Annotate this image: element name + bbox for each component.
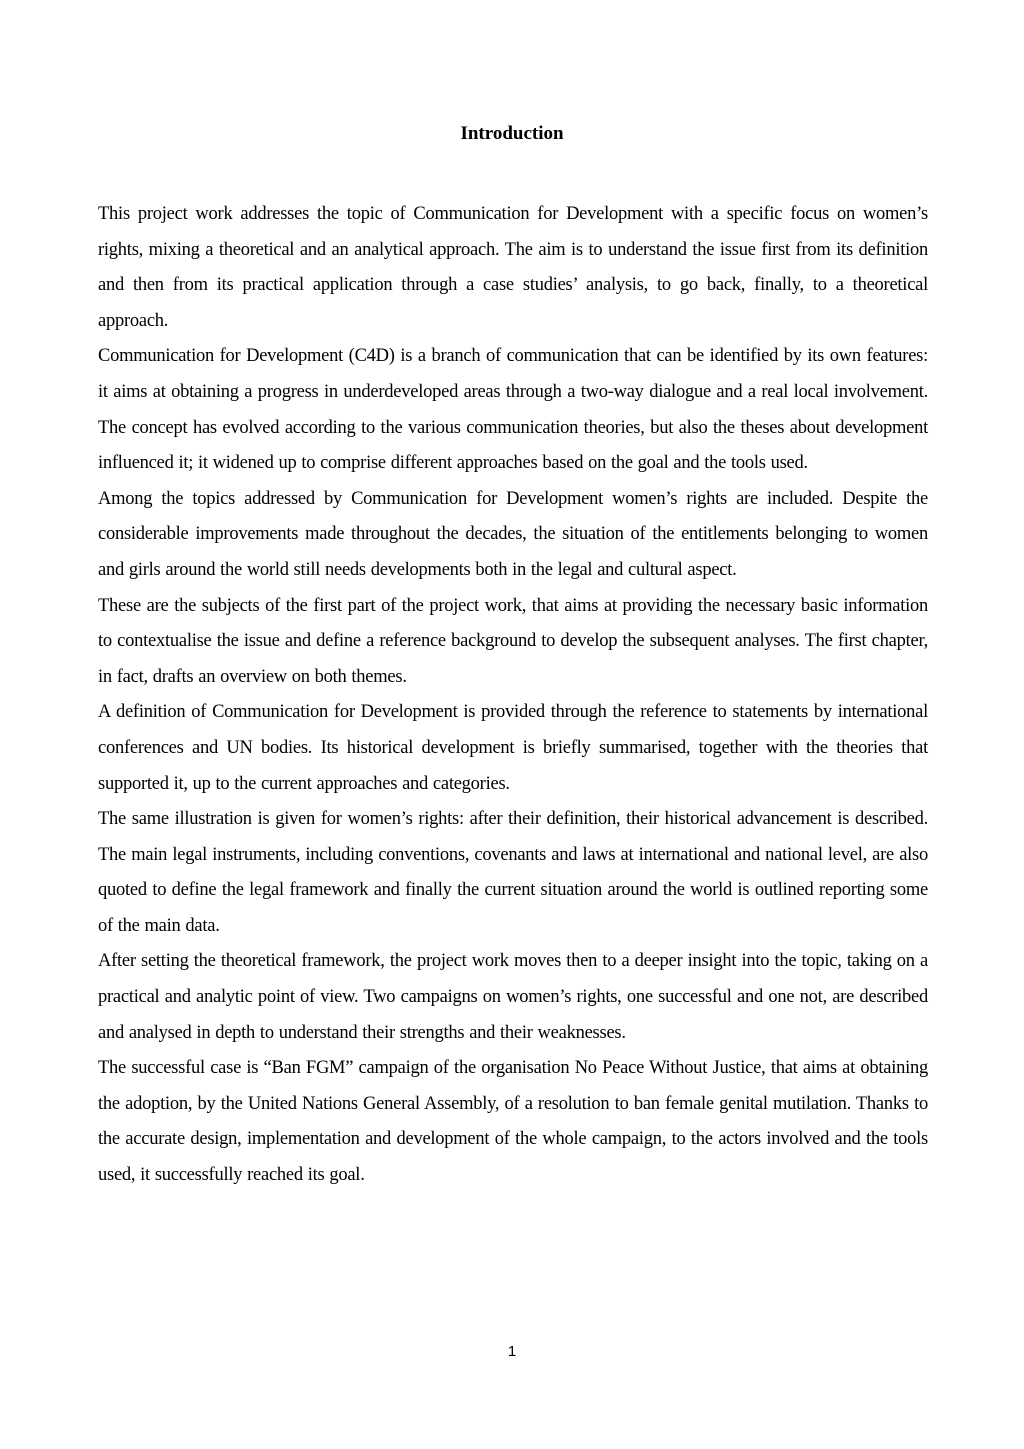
- paragraph: The successful case is “Ban FGM” campaign of the organisation No Peace Without Justice, that aims at obtaining the adoption, by the United Nations General Assembly, of a resolution to ban female genital mutilation. Thanks to the accurate design, implementation and development of the whole campaign, to the actors involved and the tools used, it successfully reached its goal.: [98, 1058, 928, 1186]
- paragraph: These are the subjects of the first part of the project work, that aims at providing the necessary basic information to contextualise the issue and define a reference background to develop the subsequent analyses. The first chapter, in fact, drafts an overview on both themes.: [98, 595, 928, 687]
- document-body: [98, 197, 928, 1194]
- page-title: Introduction: [460, 123, 564, 144]
- paragraph: This project work addresses the topic of Communication for Development with a specific focus on women’s rights, mixing a theoretical and an analytical approach. The aim is to understand the issue first from its definition and then from its practical application through a case studies’ analysis, to go back, finally, to a theoretical approach.: [98, 204, 928, 331]
- paragraph: After setting the theoretical framework, the project work moves then to a deeper insight into the topic, taking on a practical and analytic point of view. Two campaigns on women’s rights, one successful and one not, are described and analysed in depth to understand their strengths and their weaknesses.: [98, 951, 928, 1043]
- paragraph: Communication for Development (C4D) is a branch of communication that can be identified by its own features: it aims at obtaining a progress in underdeveloped areas through a two-way dialogue and a real local involvement. The concept has evolved according to the various communication theories, but also the theses about development influenced it; it widened up to comprise different approaches based on the goal and the tools used.: [98, 346, 928, 474]
- paragraph: A definition of Communication for Development is provided through the reference to statements by international conferences and UN bodies. Its historical development is briefly summarised, together with the theories that supported it, up to the current approaches and categories.: [98, 702, 928, 794]
- page-number: 1: [507, 1343, 517, 1360]
- paragraph: The same illustration is given for women’s rights: after their definition, their historical advancement is described. The main legal instruments, including conventions, covenants and laws at international and national level, are also quoted to define the legal framework and finally the current situation around the world is outlined reporting some of the main data.: [98, 809, 928, 936]
- paragraph: Among the topics addressed by Communication for Development women’s rights are included. Despite the considerable improvements made throughout the decades, the situation of the entitlements belonging to women and girls around the world still needs developments both in the legal and cultural aspect.: [98, 488, 928, 580]
